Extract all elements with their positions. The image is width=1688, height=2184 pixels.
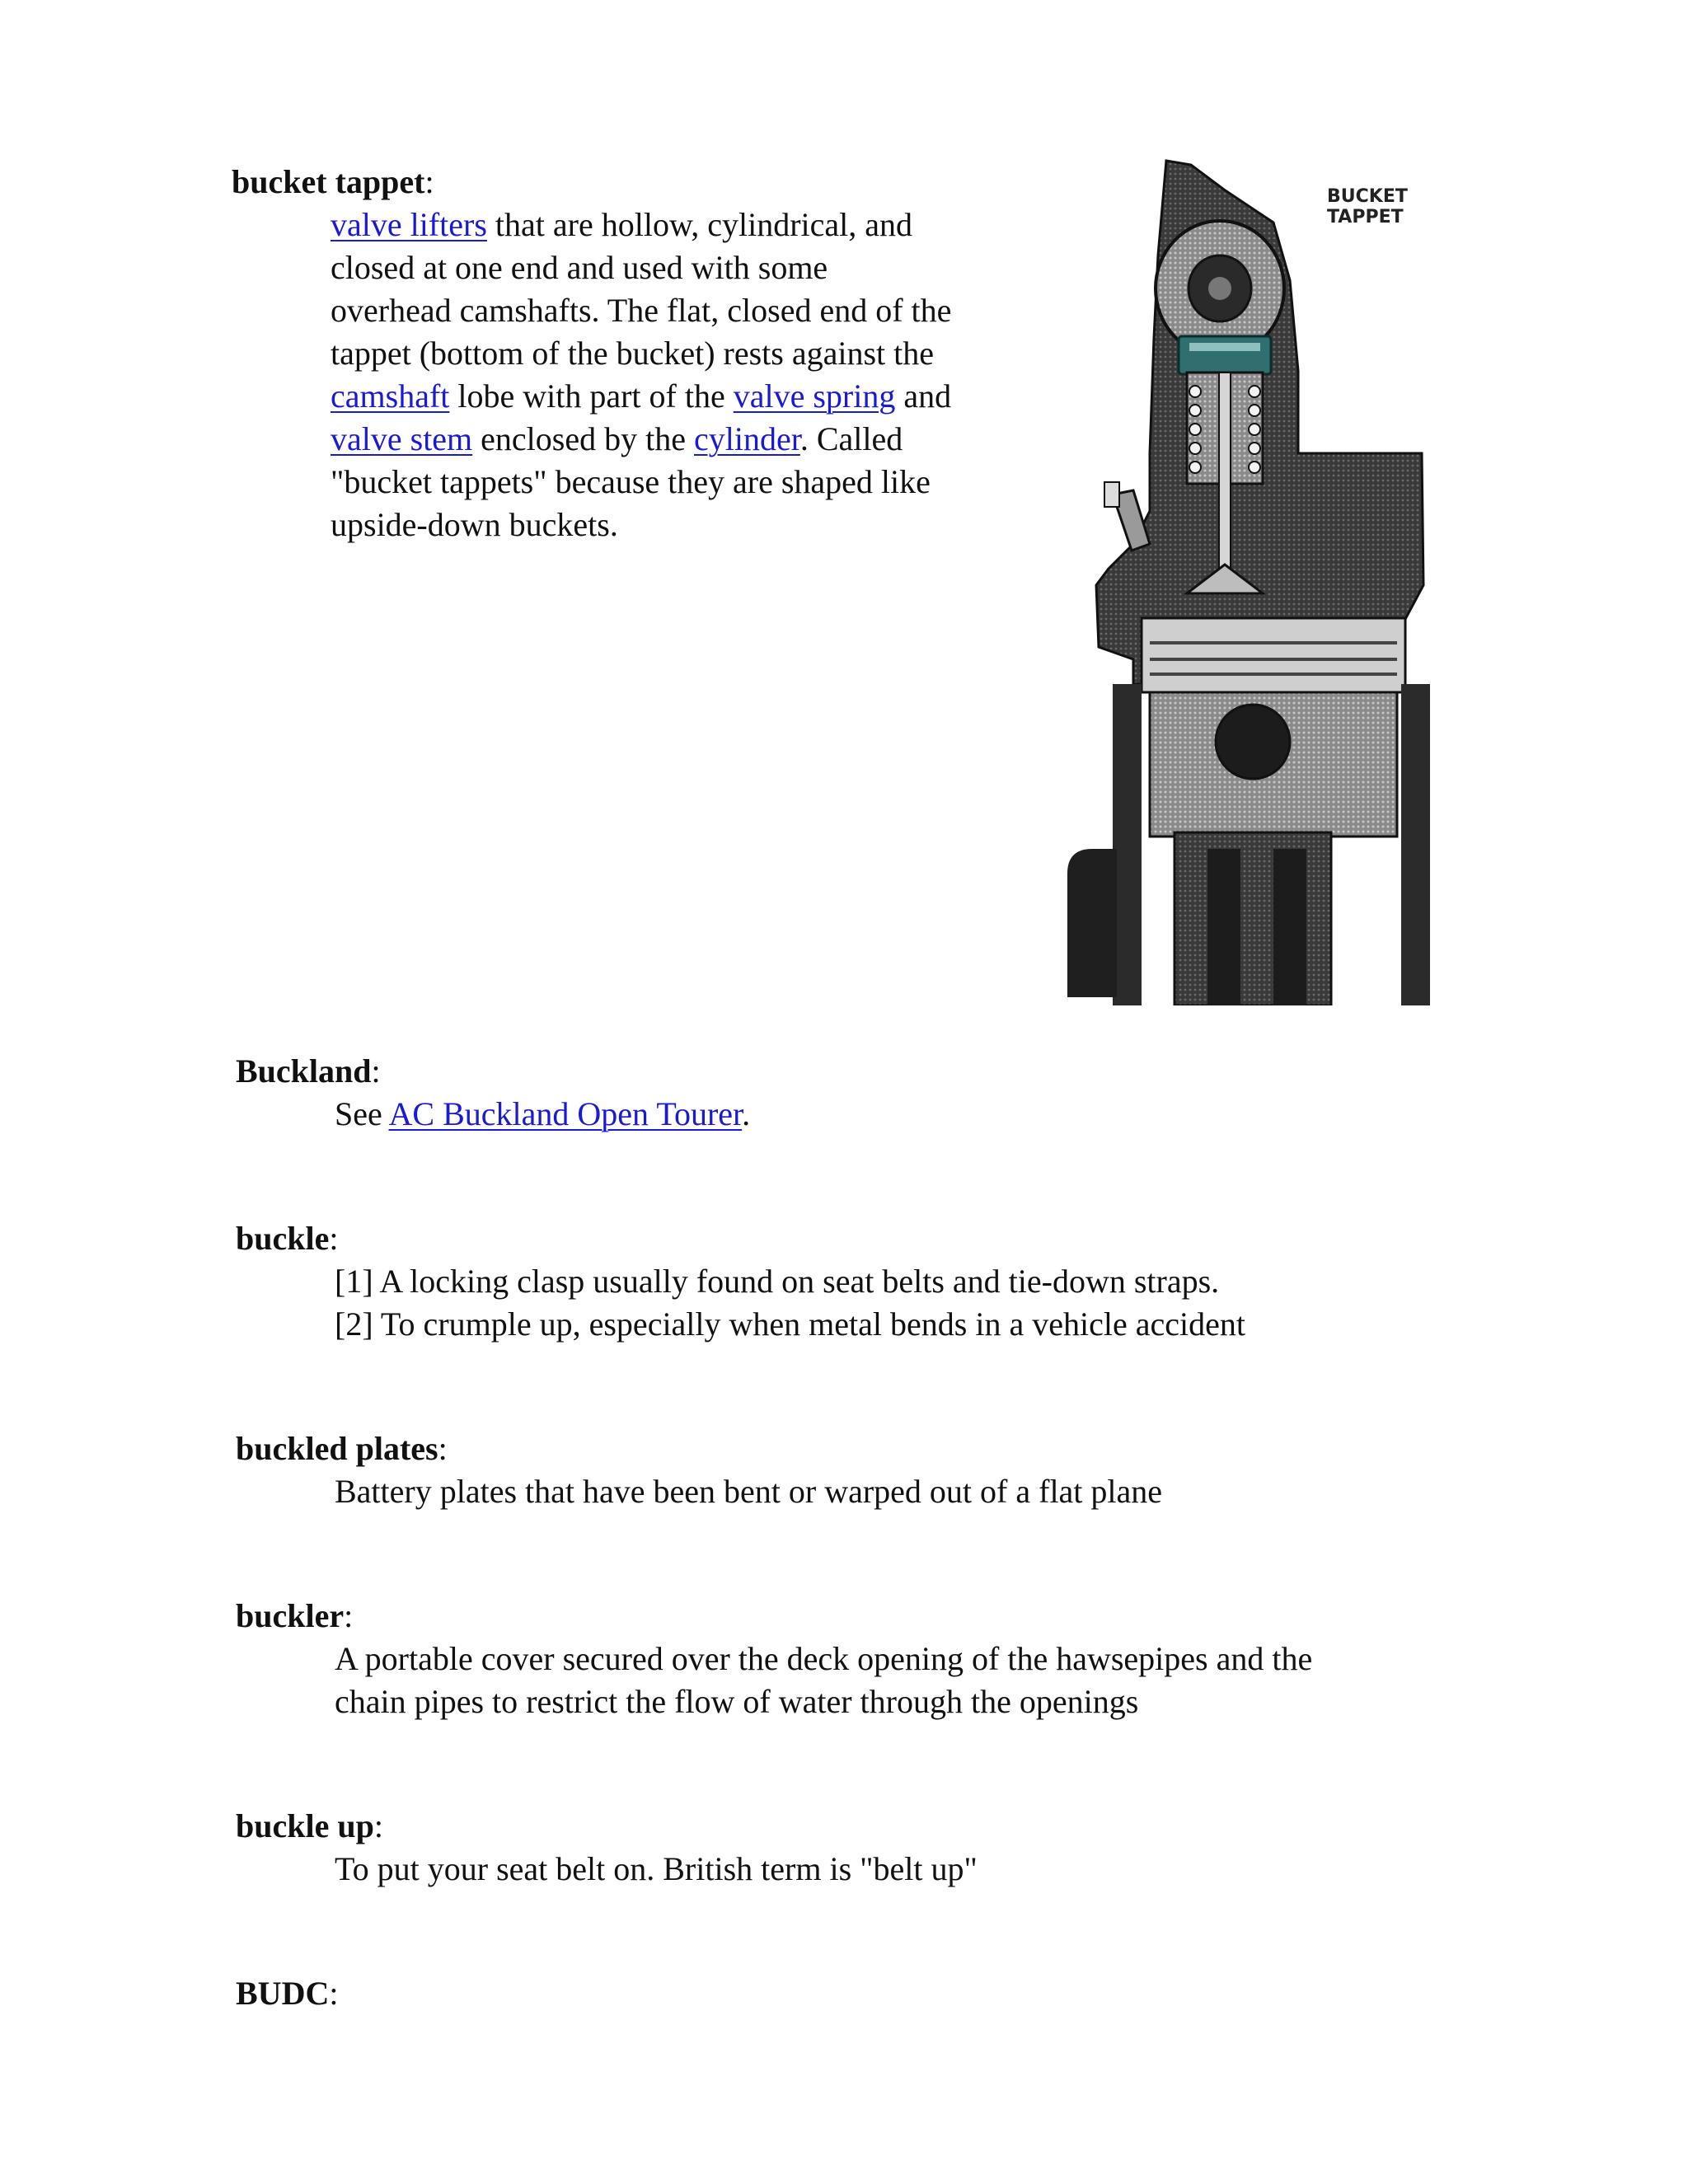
definition-line: chain pipes to restrict the flow of water through the openings <box>335 1683 1139 1720</box>
definition-line: upside-down buckets. <box>331 506 618 543</box>
term-buckle: buckle: <box>236 1220 339 1257</box>
link-ac-buckland-open-tourer[interactable]: AC Buckland Open Tourer <box>388 1095 743 1132</box>
term-buckle-up: buckle up: <box>236 1807 383 1844</box>
figure-label-bucket: BUCKET <box>1327 186 1408 207</box>
link-camshaft[interactable]: camshaft <box>331 377 450 415</box>
definition-bucket-tappet <box>331 204 951 546</box>
term-buckled-plates: buckled plates: <box>236 1430 448 1467</box>
definition-line: Battery plates that have been bent or warped out of a flat plane <box>335 1473 1163 1510</box>
definition-buckled-plates <box>335 1470 1162 1513</box>
definition-buckler <box>335 1638 1312 1723</box>
link-valve-spring[interactable]: valve spring <box>733 377 896 415</box>
definition-line: "bucket tappets" because they are shaped like <box>331 463 931 500</box>
term-buckland: Buckland: <box>236 1052 381 1090</box>
link-valve-stem[interactable]: valve stem <box>331 420 473 457</box>
link-cylinder[interactable]: cylinder <box>693 420 800 457</box>
definition-line: valve lifters that are hollow, cylindrical, and <box>331 206 913 243</box>
bucket-tappet-engine-cutaway-image <box>1034 157 1430 1005</box>
definition-line: camshaft lobe with part of the valve spring and <box>331 377 952 415</box>
definition-line: valve stem enclosed by the cylinder. Called <box>331 420 903 457</box>
term-budc: BUDC: <box>236 1975 339 2012</box>
link-valve-lifters[interactable]: valve lifters <box>331 206 487 243</box>
definition-line: tappet (bottom of the bucket) rests against the <box>331 335 935 372</box>
definition-line: closed at one end and used with some <box>331 249 828 286</box>
definition-buckle-up <box>335 1848 978 1891</box>
definition-line: [1] A locking clasp usually found on seat belts and tie-down straps. <box>335 1263 1220 1300</box>
term-bucket-tappet: bucket tappet: <box>232 163 434 200</box>
definition-buckland: See AC Buckland Open Tourer. <box>335 1095 751 1132</box>
definition-line: A portable cover secured over the deck opening of the hawsepipes and the <box>335 1640 1313 1677</box>
definition-line: [2] To crumple up, especially when metal bends in a vehicle accident <box>335 1305 1245 1343</box>
term-buckler: buckler: <box>236 1597 354 1634</box>
figure-label-tappet: TAPPET <box>1327 207 1404 227</box>
definition-line: overhead camshafts. The flat, closed end of the <box>331 292 952 329</box>
definition-buckle <box>335 1260 1245 1346</box>
definition-line: To put your seat belt on. British term is "belt up" <box>335 1850 978 1887</box>
